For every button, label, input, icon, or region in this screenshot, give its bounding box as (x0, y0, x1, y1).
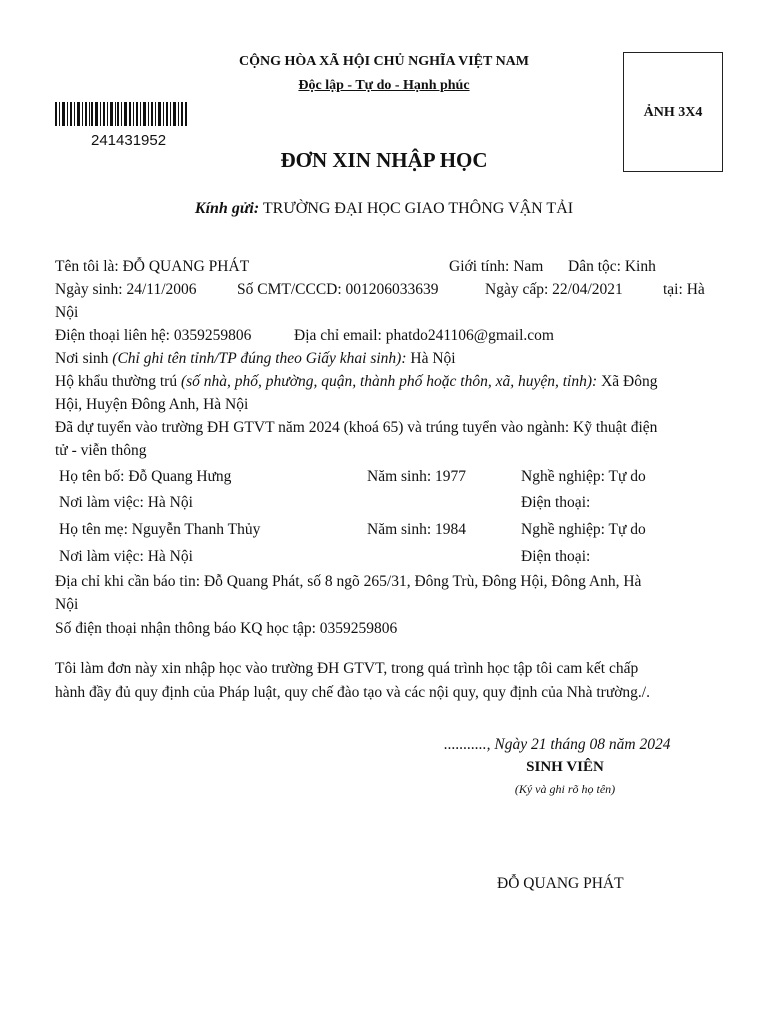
name-label: Tên tôi là: (55, 258, 123, 275)
notify-address-value: Đỗ Quang Phát, số 8 ngõ 265/31, Đông Trù, Đông Hội, Đông Anh, Hà (203, 573, 642, 590)
mother-year-field (367, 521, 466, 539)
mother-name-field (59, 521, 260, 539)
notify-address-label: Địa chỉ khi cần báo tin: (55, 573, 204, 590)
father-work-label: Nơi làm việc: (59, 494, 148, 511)
student-name: ĐỖ QUANG PHÁT (122, 258, 250, 275)
father-work: Hà Nội (147, 494, 193, 511)
mother-job: Tự do (608, 521, 646, 538)
dob-value: 24/11/2006 (126, 281, 197, 298)
mother-year: 1984 (435, 521, 467, 538)
mother-work-field (59, 548, 193, 566)
mother-phone-label: Điện thoại: (521, 548, 591, 565)
id-field (237, 281, 439, 299)
ethnic-value: Kinh (624, 258, 656, 275)
result-phone-value: 0359259806 (319, 620, 398, 637)
birthplace-row (55, 350, 456, 368)
addressee-label: Kính gửi: (194, 200, 260, 217)
gender-field (449, 258, 543, 276)
email-field (294, 327, 554, 345)
father-year-field (367, 468, 466, 486)
national-motto: Độc lập - Tự do - Hạnh phúc (298, 78, 470, 93)
photo-label: ẢNH 3X4 (643, 105, 703, 120)
result-phone-row (55, 620, 397, 638)
mother-name: Nguyễn Thanh Thủy (131, 521, 261, 538)
father-job-field (521, 468, 646, 486)
father-work-field (59, 494, 193, 512)
dob-field (55, 281, 197, 299)
residence-value: Xã Đông (597, 373, 658, 390)
email-label: Địa chỉ email: (294, 327, 386, 344)
barcode-icon (55, 102, 187, 126)
page-title: ĐƠN XIN NHẬP HỌC (280, 148, 488, 172)
result-phone-label: Số điện thoại nhận thông báo KQ học tập: (55, 620, 320, 637)
father-job-label: Nghề nghiệp: (521, 468, 609, 485)
father-year: 1977 (435, 468, 467, 485)
father-phone-label: Điện thoại: (521, 494, 591, 511)
ethnic-field (568, 258, 656, 276)
phone-label: Điện thoại liên hệ: (55, 327, 174, 344)
residence-row (55, 373, 657, 391)
father-name: Đỗ Quang Hưng (128, 468, 232, 485)
signature-date: ..........., Ngày 21 tháng 08 năm 2024 (444, 736, 671, 753)
birthplace-note: (Chỉ ghi tên tỉnh/TP đúng theo Giấy khai sinh): (112, 350, 407, 367)
ethnic-label: Dân tộc: (568, 258, 625, 275)
commitment-line-2: hành đầy đủ quy định của Pháp luật, quy chế đào tạo và các nội quy, quy định của Nhà trường./. (55, 684, 650, 701)
signature-note: (Ký và ghi rõ họ tên) (514, 782, 616, 796)
father-name-field (59, 468, 231, 486)
issue-date-field (485, 281, 623, 299)
application-code: 241431952 (91, 132, 167, 149)
birthplace-label: Nơi sinh (55, 350, 113, 367)
issue-date-value: 22/04/2021 (552, 281, 623, 298)
signature-role: SINH VIÊN (526, 759, 604, 775)
addressee-line (0, 200, 768, 218)
id-value: 001206033639 (345, 281, 439, 298)
residence-note: (số nhà, phố, phường, quận, thành phố hoặc thôn, xã, huyện, tỉnh): (180, 373, 598, 390)
residence-label: Hộ khẩu thường trú (55, 373, 181, 390)
phone-field (55, 327, 251, 345)
gender-label: Giới tính: (449, 258, 514, 275)
addressee: TRƯỜNG ĐẠI HỌC GIAO THÔNG VẬN TẢI (259, 200, 574, 217)
birthplace-value: Hà Nội (406, 350, 456, 367)
mother-job-field (521, 521, 646, 539)
name-row (55, 258, 249, 276)
issue-place-label: tại: (663, 281, 687, 298)
father-year-label: Năm sinh: (367, 468, 436, 485)
mother-name-label: Họ tên mẹ: (59, 521, 132, 538)
signature-name: ĐỖ QUANG PHÁT (497, 875, 624, 892)
father-job: Tự do (608, 468, 646, 485)
admission-line-1: Đã dự tuyển vào trường ĐH GTVT năm 2024 (khoá 65) và trúng tuyển vào ngành: Kỹ thuật điện (55, 419, 658, 436)
issue-date-label: Ngày cấp: (485, 281, 553, 298)
admission-line-2: tử - viễn thông (55, 442, 147, 459)
notify-address-row (55, 573, 641, 591)
mother-work: Hà Nội (147, 548, 193, 565)
issue-place-value: Hà (686, 281, 705, 298)
issue-place-field (663, 281, 705, 299)
issue-place-continued: Nội (55, 304, 79, 321)
commitment-line-1: Tôi làm đơn này xin nhập học vào trường ĐH GTVT, trong quá trình học tập tôi cam kết chấp (55, 660, 639, 677)
mother-job-label: Nghề nghiệp: (521, 521, 609, 538)
phone-value: 0359259806 (173, 327, 252, 344)
national-title: CỘNG HÒA XÃ HỘI CHỦ NGHĨA VIỆT NAM (238, 54, 529, 69)
residence-continued: Hội, Huyện Đông Anh, Hà Nội (55, 396, 249, 413)
father-name-label: Họ tên bố: (59, 468, 129, 485)
notify-address-continued: Nội (55, 596, 79, 613)
gender-value: Nam (513, 258, 544, 275)
mother-work-label: Nơi làm việc: (59, 548, 148, 565)
mother-year-label: Năm sinh: (367, 521, 436, 538)
email-value: phatdo241106@gmail.com (385, 327, 554, 344)
id-label: Số CMT/CCCD: (237, 281, 346, 298)
dob-label: Ngày sinh: (55, 281, 127, 298)
